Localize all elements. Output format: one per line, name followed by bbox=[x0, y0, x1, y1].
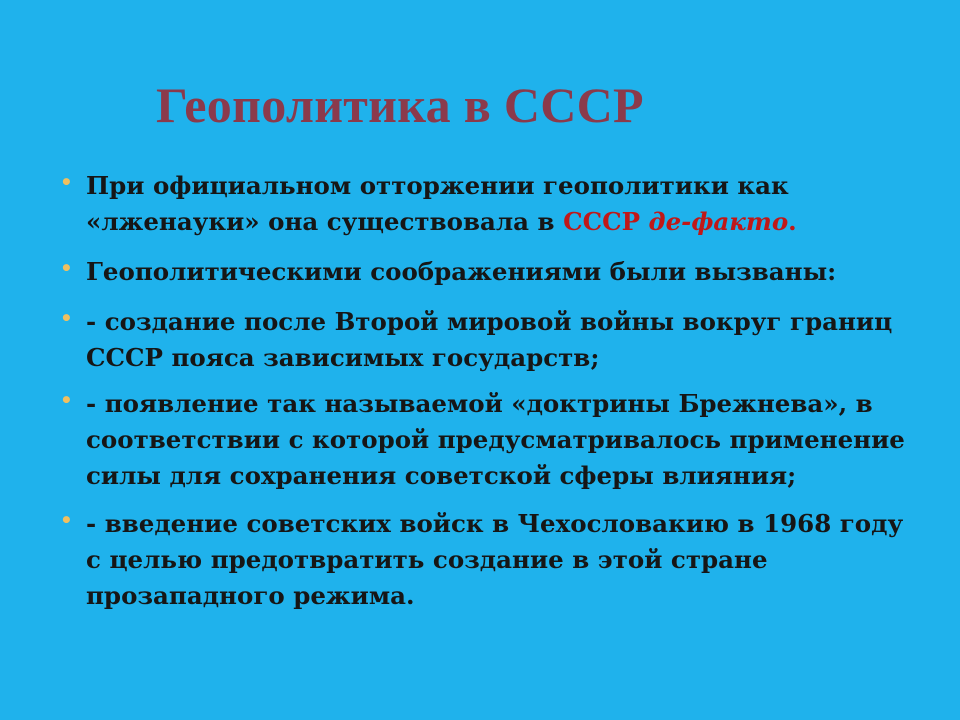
bullet-text: - появление так называемой «доктрины Брежнева», в соответствии с которой предусматривалось применение силы для сохранения советской сферы влияния; bbox=[86, 389, 905, 490]
bullet-marker-icon: • bbox=[60, 306, 73, 330]
bullet-marker-icon: • bbox=[60, 508, 73, 532]
bullet-text: - введение советских войск в Чехословакию в 1968 году с целью предотвратить создание в этой стране прозападного режима. bbox=[86, 509, 904, 610]
bullet-item bbox=[60, 386, 920, 494]
bullet-marker-icon: • bbox=[60, 388, 73, 412]
bullet-item bbox=[60, 506, 920, 614]
bullet-text: - создание после Второй мировой войны вокруг границ СССР пояса зависимых государств; bbox=[86, 307, 893, 372]
bullet-item bbox=[60, 304, 920, 376]
bullet-text: Геополитическими соображениями были вызваны: bbox=[86, 257, 837, 286]
bullet-text bbox=[86, 168, 920, 240]
bullet-marker-icon: • bbox=[60, 256, 73, 280]
bullet-item bbox=[60, 168, 920, 240]
highlight-period: . bbox=[788, 207, 797, 236]
highlight-ussr: СССР bbox=[563, 207, 649, 236]
bullet-text-part: При официальном отторжении геополитики как «лженауки» она существовала в bbox=[86, 171, 789, 236]
bullet-item bbox=[60, 254, 920, 290]
bullet-marker-icon: • bbox=[60, 170, 73, 194]
slide-title: Геополитика в СССР bbox=[156, 77, 644, 133]
highlight-de-facto: де-факто bbox=[648, 207, 789, 236]
bullet-list bbox=[60, 168, 920, 614]
